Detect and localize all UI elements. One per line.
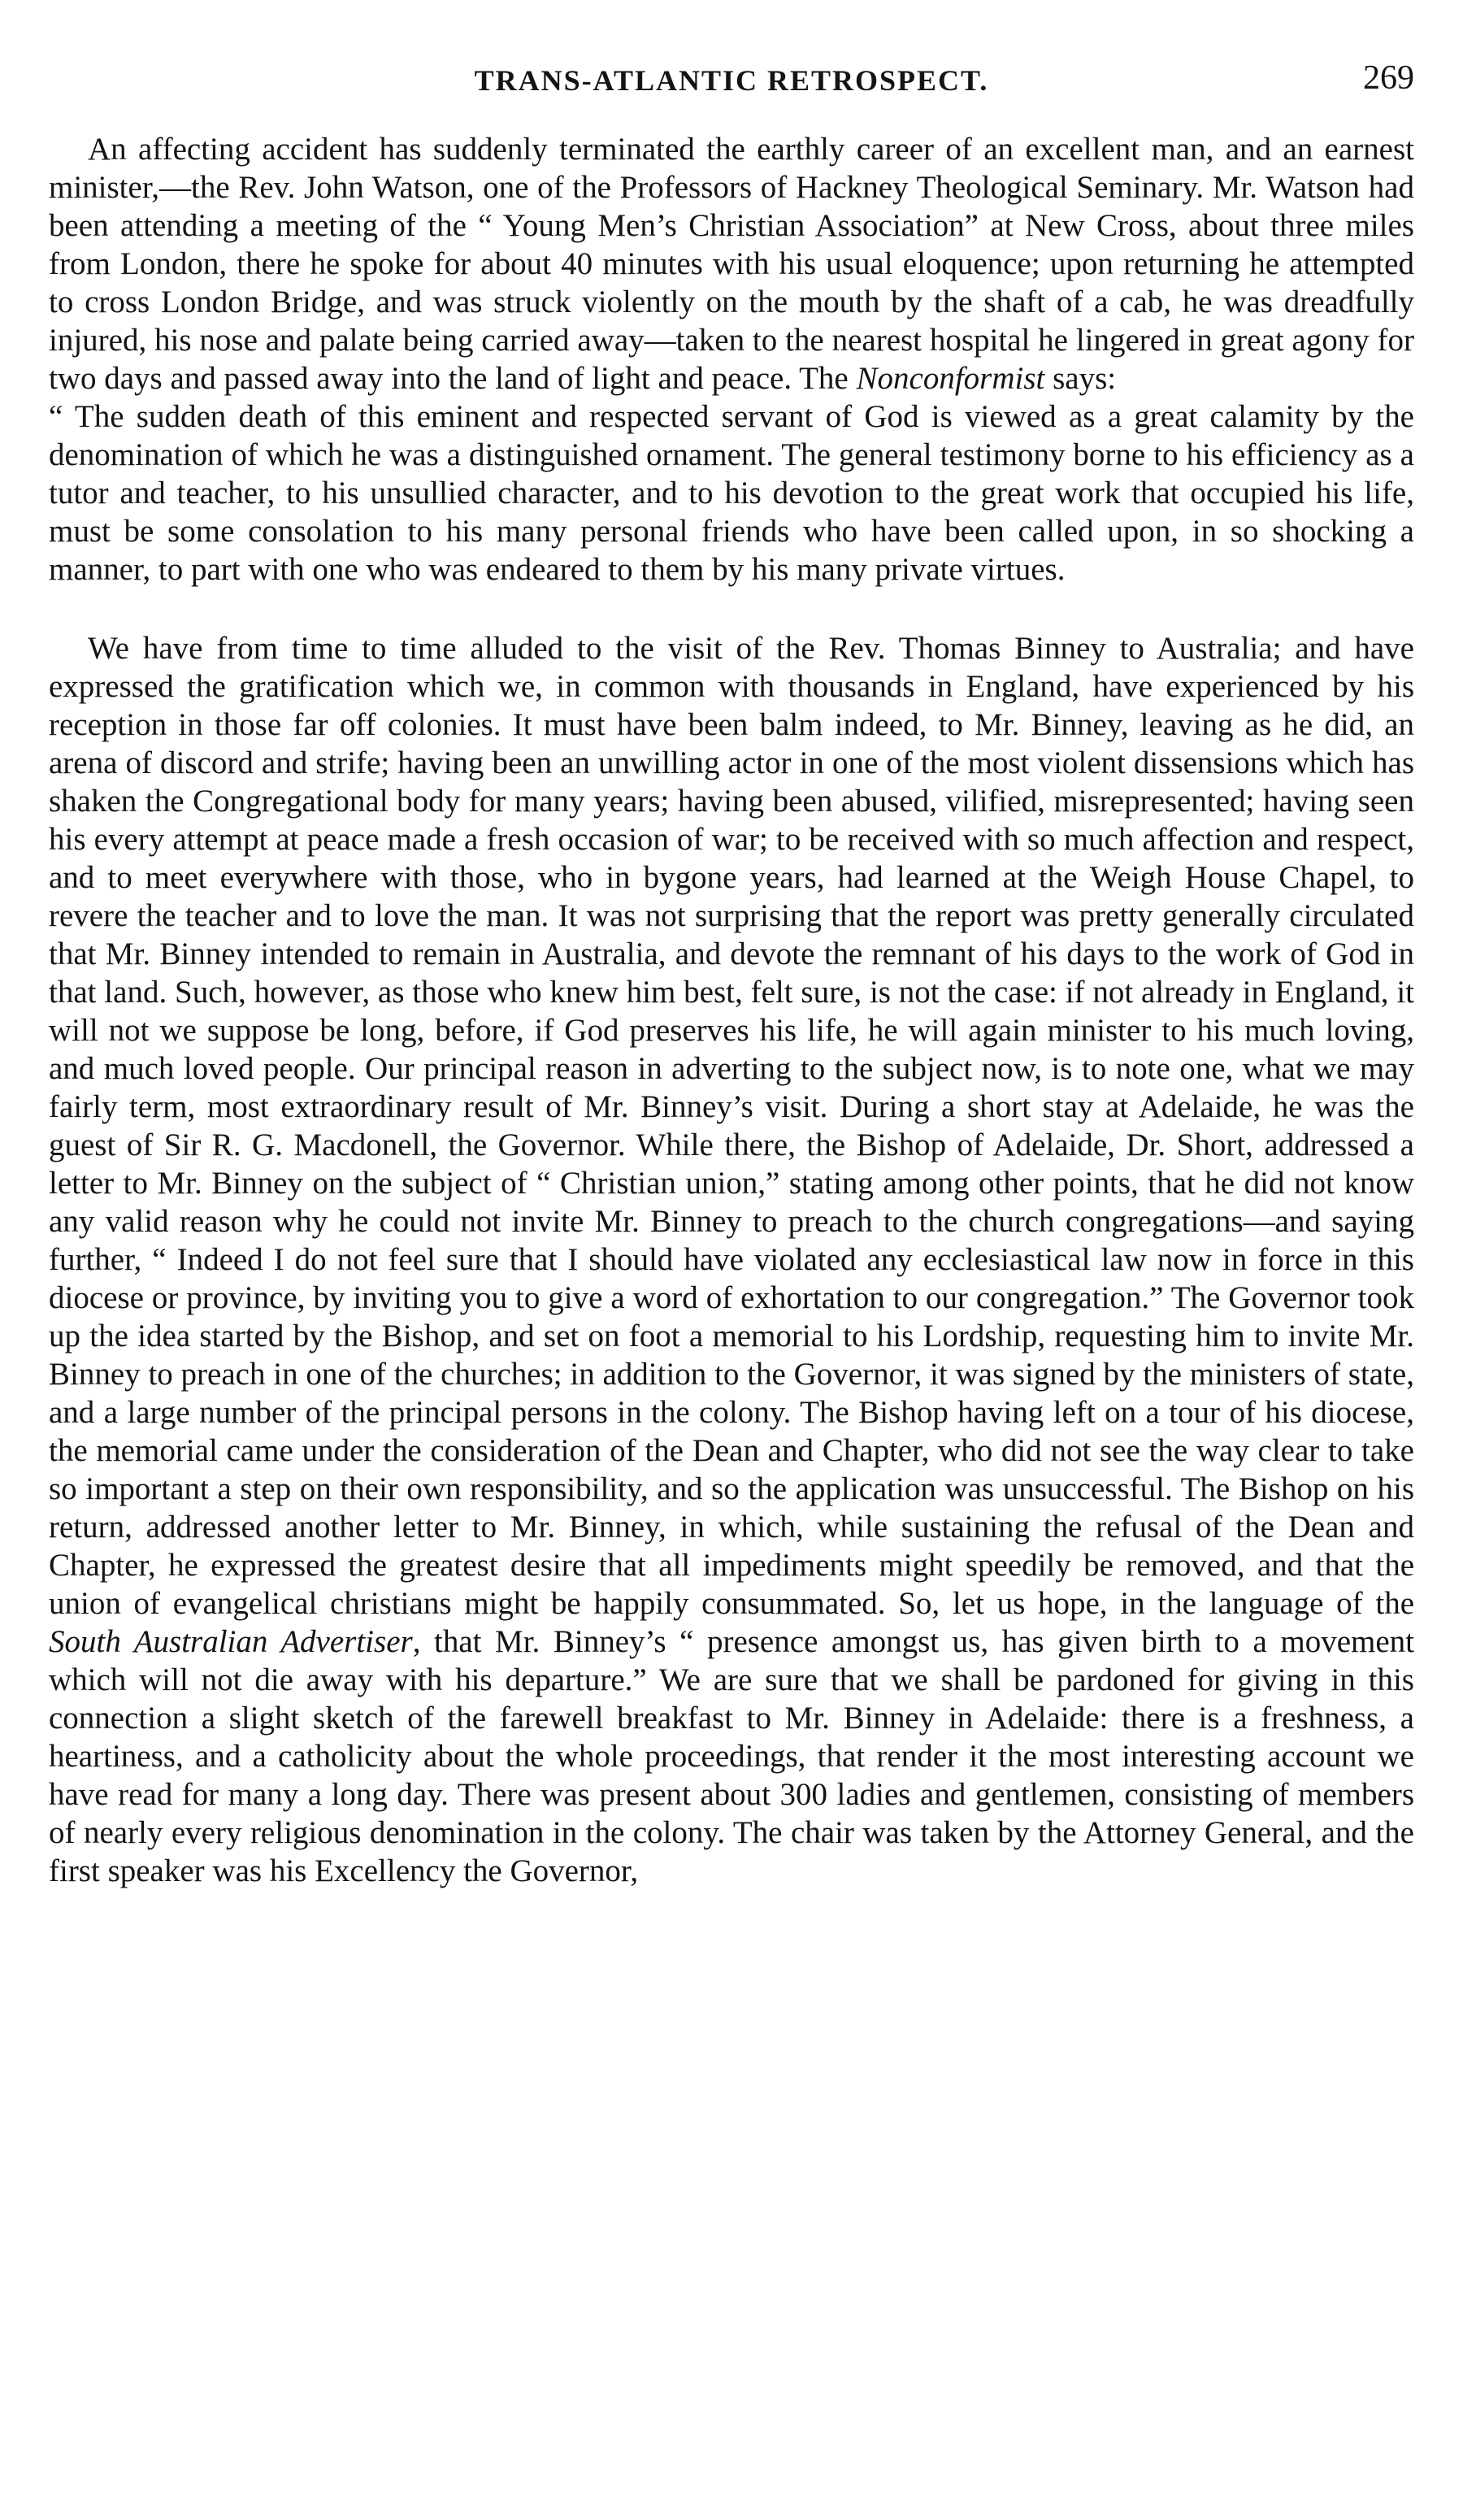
- source-title: South Australian Advertiser: [49, 1624, 413, 1659]
- quotation-nonconformist: “ The sudden death of this eminent and respected servant of God is viewed as a great calamity by the denomination of which he was a distinguished ornament. The general testimony borne to his efficiency as a tutor and teacher, to his unsullied character, and to his devotion to the great work that occupied his life, must be some consolation to his many personal friends who have been called upon, in so shocking a manner, to part with one who was endeared to them by his many private virtues.: [49, 399, 1414, 587]
- paragraph-text: We have from time to time alluded to the visit of the Rev. Thomas Binney to Australia; and have expressed the gratification which we, in common with thousands in England, have experienced by his reception in those far off colonies. It must have been balm indeed, to Mr. Binney, leaving as he did, an arena of discord and strife; having been an unwilling actor in one of the most violent dissensions which has shaken the Congregational body for many years; having been abused, vilified, misrepresented; having seen his every attempt at peace made a fresh occasion of war; to be received with so much affection and respect, and to meet everywhere with those, who in bygone years, had learned at the Weigh House Chapel, to revere the teacher and to love the man. It was not surprising that the report was pretty generally circulated that Mr. Binney intended to remain in Australia, and devote the remnant of his days to the work of God in that land. Such, however, as those who knew him best, felt sure, is not the case: if not already in England, it will not we suppose be long, before, if God preserves his life, he will again minister to his much loving, and much loved people. Our principal reason in adverting to the subject now, is to note one, what we may fairly term, most extraordinary result of Mr. Binney’s visit. During a short stay at Adelaide, he was the guest of Sir R. G. Macdonell, the Governor. While there, the Bishop of Adelaide, Dr. Short, addressed a letter to Mr. Binney on the subject of “ Christian union,” stating among other points, that he did not know any valid reason why he could not invite Mr. Binney to preach to the church congregations—and saying further, “ Indeed I do not feel sure that I should have violated any ecclesiastical law now in force in this diocese or province, by inviting you to give a word of exhortation to our congregation.” The Governor took up the idea started by the Bishop, and set on foot a memorial to his Lordship, requesting him to invite Mr. Binney to preach in one of the churches; in addition to the Governor, it was signed by the ministers of state, and a large number of the principal persons in the colony. The Bishop having left on a tour of his diocese, the memorial came under the consideration of the Dean and Chapter, who did not see the way clear to take so important a step on their own responsibility, and so the application was unsuccessful. The Bishop on his return, addressed another letter to Mr. Binney, in which, while sustaining the refusal of the Dean and Chapter, he expressed the greatest desire that all impediments might speedily be removed, and that the union of evangelical christians might be happily consummated. So, let us hope, in the language of the: [49, 631, 1414, 1621]
- paragraph-watson-accident: [49, 130, 1414, 398]
- paragraph-text: An affecting accident has suddenly terminated the earthly career of an excellent man, and an earnest minister,—the Rev. John Watson, one of the Professors of Hackney Theological Seminary. Mr. Watson had been attending a meeting of the “ Young Men’s Christian Association” at New Cross, about three miles from London, there he spoke for about 40 minutes with his usual eloquence; upon returning he attempted to cross London Bridge, and was struck violently on the mouth by the shaft of a cab, he was dreadfully injured, his nose and palate being carried away—taken to the nearest hospital he lingered in great agony for two days and passed away into the land of light and peace. The: [49, 132, 1414, 396]
- running-title: TRANS-ATLANTIC RETROSPECT.: [474, 64, 989, 97]
- paragraph-binney-australia: [49, 629, 1414, 1890]
- section-break: [49, 589, 1414, 629]
- paragraph-text: says:: [1044, 361, 1117, 396]
- body-text: [49, 130, 1414, 1890]
- page: [49, 49, 1414, 2487]
- page-number: 269: [1363, 59, 1414, 97]
- source-title: Nonconformist: [856, 361, 1045, 396]
- running-head: [49, 49, 1414, 114]
- paragraph-text: , that Mr. Binney’s “ presence amongst us, has given birth to a movement which will not die away with his departure.” We are sure that we shall be pardoned for giving in this connection a slight sketch of the farewell breakfast to Mr. Binney in Adelaide: there is a freshness, a heartiness, and a catholicity about the whole proceedings, that render it the most interesting account we have read for many a long day. There was present about 300 ladies and gentlemen, consisting of members of nearly every religious denomination in the colony. The chair was taken by the Attorney General, and the first speaker was his Excellency the Governor,: [49, 1624, 1414, 1888]
